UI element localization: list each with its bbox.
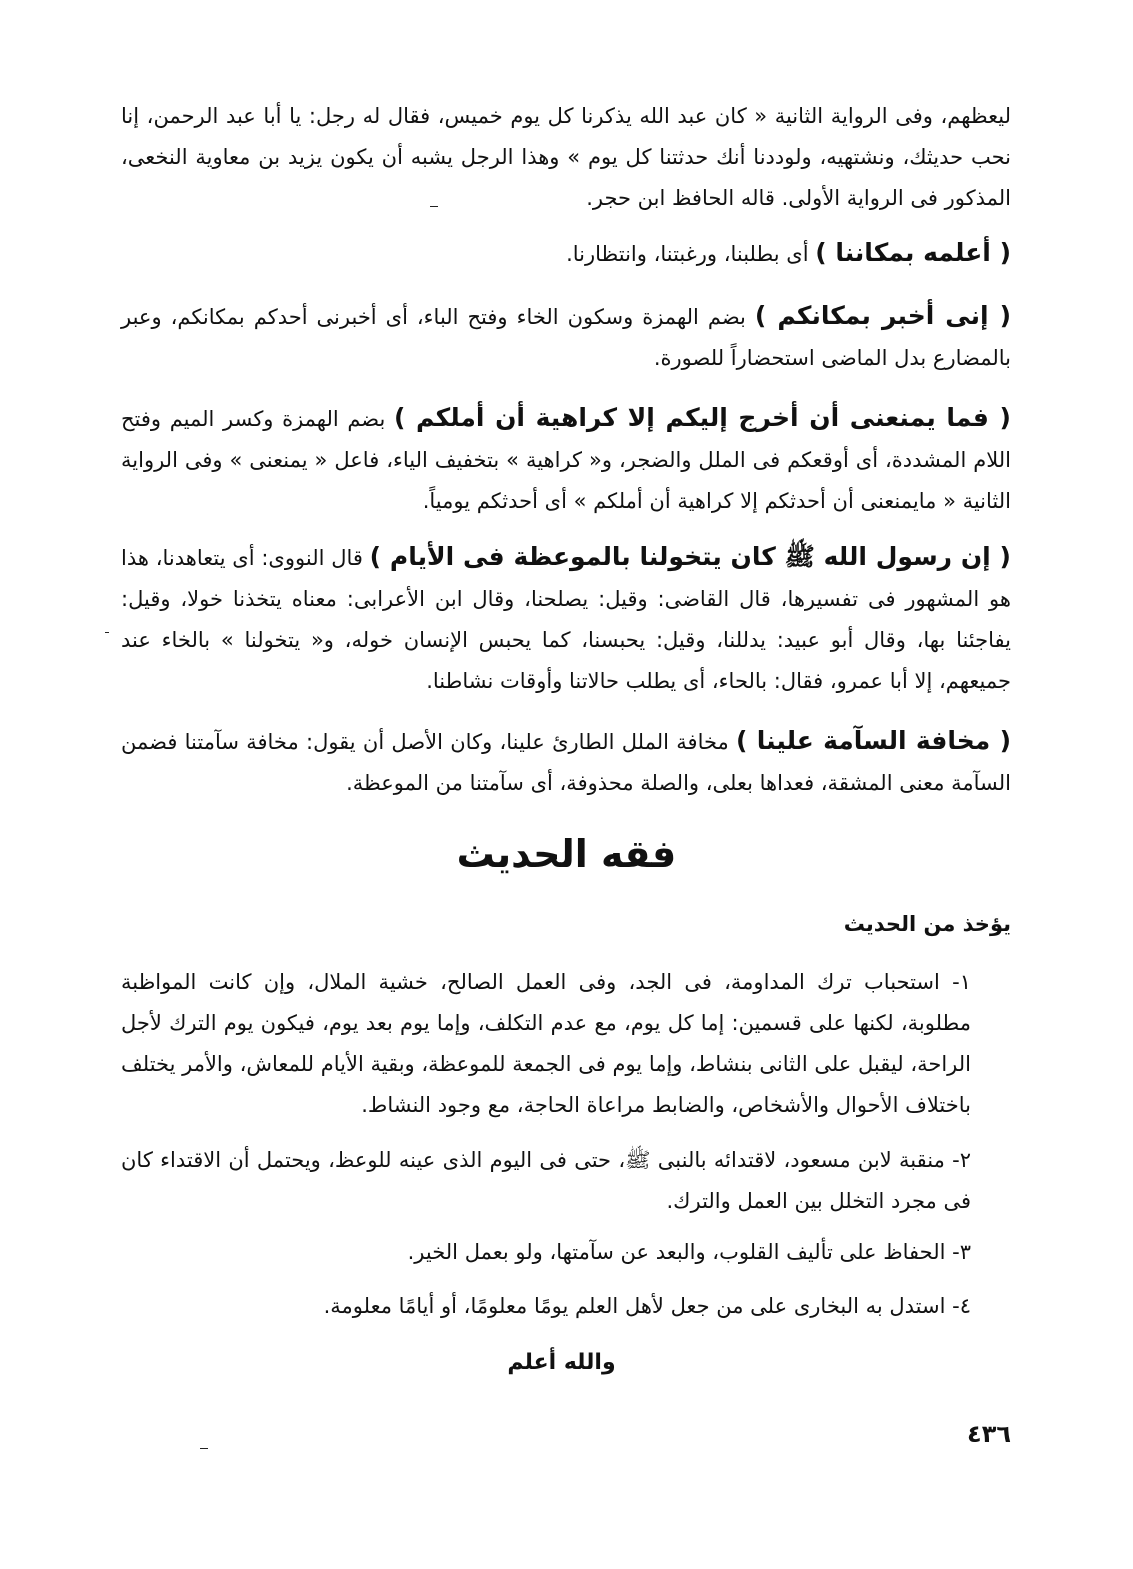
entry-5 (121, 720, 1011, 804)
scan-mark (105, 632, 109, 633)
item-text: استحباب ترك المداومة، فى الجد، وفى العمل الصالح، خشية الملال، وإن كانت المواظبة مطلوبة، لكنها على قسمين: إما كل يوم، مع عدم التكلف، وإما يوم بعد يوم، فيكون يوم الترك لأجل الراحة، ليقبل على الثانى بنشاط، وإما يوم فى الجمعة للموعظة، وبقية الأيام للمعاش، والأمر يختلف باختلاف الأحوال والأشخاص، والضابط مراعاة الحاجة، مع وجود النشاط. (121, 970, 971, 1117)
entry-term: ( فما يمنعنى أن أخرج إليكم إلا كراهية أن أملكم ) (393, 403, 1011, 432)
closing-phrase: والله أعلم (507, 1350, 616, 1375)
entry-term: ( إن رسول الله ﷺ كان يتخولنا بالموعظة فى الأيام ) (369, 542, 1011, 571)
scan-mark (200, 1448, 208, 1449)
list-item (121, 1232, 1011, 1273)
list-item (121, 962, 1011, 1126)
entry-2 (121, 295, 1011, 379)
item-number: ٣- (952, 1240, 971, 1264)
list-item (121, 1286, 1011, 1327)
entry-1 (121, 232, 1011, 275)
intro-paragraph (121, 96, 1011, 219)
entry-text: قال النووى: أى يتعاهدنا، هذا هو المشهور فى تفسيرها، قال القاضى: وقيل: يصلحنا، وقال ابن الأعرابى: معناه يتخذنا خولا، وقيل: يفاجئنا بها، وقال أبو عبيد: يدللنا، وقيل: يحبسنا، كما يحبس الإنسان خوله، و« يتخولنا » بالخاء عند جميعهم، إلا أبا عمرو، فقال: بالحاء، أى يطلب حالاتنا وأوقات نشاطنا. (121, 546, 1011, 693)
scan-mark (430, 206, 438, 207)
section-title: فقه الحديث (456, 832, 677, 876)
entry-text: بضم الهمزة وسكون الخاء وفتح الباء، أى أخبرنى أحدكم بمكانكم، وعبر بالمضارع بدل الماضى استحضاراً للصورة. (121, 305, 1011, 370)
entry-text: بضم الهمزة وكسر الميم وفتح اللام المشددة، أى أوقعكم فى الملل والضجر، و« كراهية » بتخفيف الياء، فاعل « يمنعنى » وفى الرواية الثانية « مايمنعنى أن أحدثكم إلا كراهية أن أملكم » أى أحدثكم يومياً. (121, 407, 1011, 513)
item-text: الحفاظ على تأليف القلوب، والبعد عن سآمتها، ولو بعمل الخير. (407, 1240, 946, 1264)
page-number: ٤٣٦ (967, 1420, 1011, 1448)
entry-term: ( مخافة السآمة علينا ) (736, 726, 1011, 755)
item-number: ٢- (952, 1148, 971, 1172)
entry-term: ( إنى أخبر بمكانكم ) (754, 301, 1011, 330)
item-text: استدل به البخارى على من جعل لأهل العلم يومًا معلومًا، أو أيامًا معلومة. (323, 1294, 946, 1318)
item-number: ٤- (952, 1294, 971, 1318)
entry-4 (121, 536, 1011, 702)
item-number: ١- (952, 970, 971, 994)
section-subtitle: يؤخذ من الحديث (843, 912, 1011, 936)
entry-term: ( أعلمه بمكاننا ) (815, 238, 1011, 267)
entry-3 (121, 397, 1011, 522)
intro-text: ليعظهم، وفى الرواية الثانية « كان عبد الله يذكرنا كل يوم خميس، فقال له رجل: يا أبا عبد الرحمن، إنا نحب حديثك، ونشتهيه، ولوددنا أنك حدثتنا كل يوم » وهذا الرجل يشبه أن يكون يزيد بن معاوية النخعى، المذكور فى الرواية الأولى. قاله الحافظ ابن حجر. (121, 104, 1011, 210)
list-item (121, 1140, 1011, 1222)
item-text: منقبة لابن مسعود، لاقتدائه بالنبى ﷺ، حتى فى اليوم الذى عينه للوعظ، ويحتمل أن الاقتداء كان فى مجرد التخلل بين العمل والترك. (121, 1148, 971, 1213)
entry-text: مخافة الملل الطارئ علينا، وكان الأصل أن يقول: مخافة سآمتنا فضمن السآمة معنى المشقة، فعداها بعلى، والصلة محذوفة، أى سآمتنا من الموعظة. (121, 730, 1011, 795)
entry-text: أى بطلبنا، ورغبتنا، وانتظارنا. (566, 242, 816, 266)
